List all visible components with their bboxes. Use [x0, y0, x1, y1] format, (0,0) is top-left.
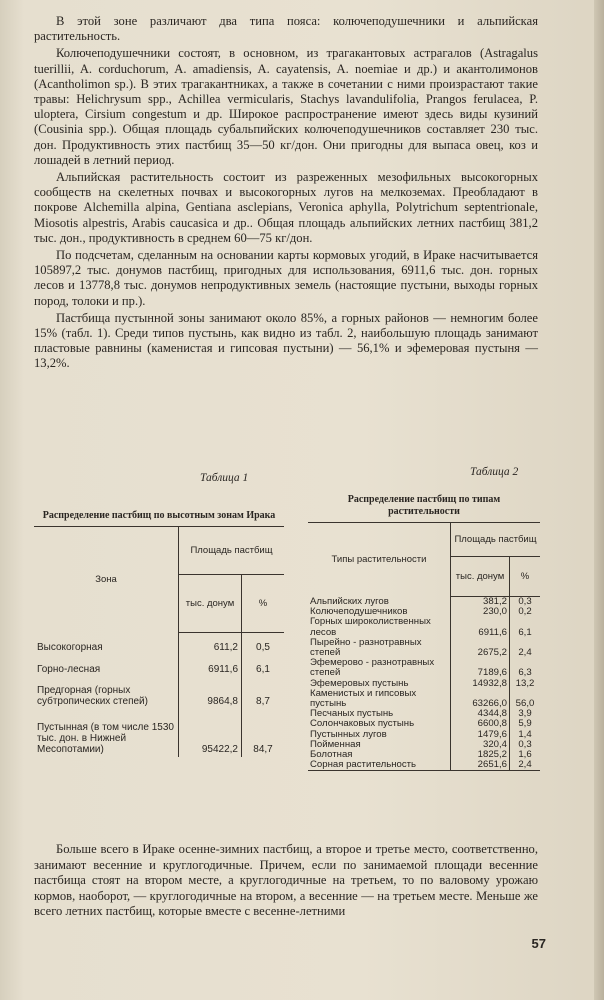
table2-pct: 3,9: [510, 709, 541, 719]
table2-grid: [308, 522, 540, 771]
paragraph-1: В этой зоне различают два типа пояса: колючеподушечники и альпийская растительность.: [34, 14, 538, 44]
table2-type: Песчаных пустынь: [310, 708, 394, 720]
table2-value: 1479,6: [451, 730, 510, 740]
table2-value: 63266,0: [451, 689, 510, 709]
table2-value: 2651,6: [451, 760, 510, 771]
table1-value: 95422,2: [179, 709, 242, 757]
table2-pct: 6,3: [510, 658, 541, 678]
table2-value: 6600,8: [451, 719, 510, 729]
table2-pct: 0,2: [510, 607, 541, 617]
table2: [308, 494, 540, 771]
closing-paragraph: [34, 842, 538, 920]
table1-value: 6911,6: [179, 655, 242, 677]
table1-value: 611,2: [179, 633, 242, 655]
table2-pct: 2,4: [510, 760, 541, 771]
table2-value: 230,0: [451, 607, 510, 617]
table-row: [308, 658, 540, 678]
table1-zone: Пустынная (в том числе 1530 тыс. дон. в Нижней Месопотамии): [37, 721, 174, 755]
table2-caption: Таблица 2: [470, 466, 519, 478]
table2-type: Пустынных лугов: [310, 728, 387, 740]
paragraph-5: Пастбища пустынной зоны занимают около 85%, а горных районов — немногим более 15% (табл. 1). Среди типов пустынь, как видно из табл. 2, наибольшую площадь занимают пластовые равнины (каменистая и гипсовая пустыни) — 56,1% и эфемеровая пустыня — 13,2%.: [34, 310, 538, 371]
table2-type: Пырейно - разнотравных степей: [310, 636, 422, 659]
table-row: [34, 709, 284, 757]
table2-col-type: Типы растительности: [308, 523, 451, 597]
table2-col-area: Площадь пастбищ: [451, 523, 541, 557]
table2-pct: 2,4: [510, 638, 541, 658]
table1-col-area: Площадь пастбищ: [179, 527, 285, 575]
paragraph-6: Больше всего в Ираке осенне-зимних пастбищ, а второе и третье место, соответственно, занимают весенние и круглогодичные. Причем, если по занимаемой площади весенние пастбища стоят на втором месте, а круглогодичные на третьем, то по валовому урожаю кормов, наоборот, — круглогодичные на втором, а весенние — на третьем месте. Меньше же всего летних пастбищ, которые вместе с весенне-летними: [34, 842, 538, 918]
table-row: [308, 617, 540, 637]
table2-value: 381,2: [451, 597, 510, 608]
table-row: [34, 655, 284, 677]
table1-zone: Предгорная (горных субтропических степей): [37, 684, 148, 707]
table1-pct: 6,1: [242, 655, 285, 677]
table2-value: 1825,2: [451, 750, 510, 760]
table1: [34, 510, 284, 757]
table-captions: [0, 466, 604, 486]
paragraph-4: По подсчетам, сделанным на основании карты кормовых угодий, в Ираке насчитывается 105897,2 тыс. донумов пастбищ, пригодных для использования, 6911,6 тыс. дон. горных лесов и 13778,8 тыс. донумов непродуктивных земель (настоящие пустыни, выходы горных пород, толоки и пр.).: [34, 248, 538, 308]
table2-pct: 5,9: [510, 719, 541, 729]
table-row: [34, 677, 284, 709]
paragraph-2: Колючеподушечники состоят, в основном, из трагакантовых астрагалов (Astragalus tuerillii, A. corduchorum, A. amadiensis, A. cayatensis, A. noemiae и др.) и акантолимонов (Acantholimon sp.). В этих трагакантниках, а также в сочетании с ними произрастают такие травы: Helichrysum spp., Achillea vermicularis, Stachys lavandulifolia, Prangos ferulacea, P. uloptera, Cirsium congestum и др. Широкое распространение имеют здесь виды кузиний (Cousinia spp.). Общая площадь субальпийских колючеподушечников составляет 230 тыс. дон. Продуктивность этих пастбищ 35—50 кг/дон. Они пригодны для выпаса овец, коз и лошадей в летний период.: [34, 46, 538, 167]
table2-type: Пойменная: [310, 738, 361, 750]
table2-pct: 6,1: [510, 617, 541, 637]
table2-type: Эфемерово - разнотравных степей: [310, 657, 435, 679]
table2-value: 2675,2: [451, 638, 510, 658]
table2-value: 6911,6: [451, 617, 510, 637]
table1-title: Распределение пастбищ по высотным зонам Ирака: [42, 510, 276, 521]
table2-pct: 0,3: [510, 597, 541, 608]
table1-caption: Таблица 1: [200, 472, 249, 484]
table1-value: 9864,8: [179, 677, 242, 709]
table2-type: Горных широколиственных лесов: [310, 616, 431, 638]
table2-pct: 56,0: [510, 689, 541, 709]
table1-pct: 0,5: [242, 633, 285, 655]
paragraph-3: Альпийская растительность состоит из разреженных мезофильных высокогорных сообществ на скелетных почвах и высокогорных лугов на мелкоземах. Преобладают в покрове Alchemilla alpina, Gentiana asclepians, Veronica aphylla, Polytrichum septentrionale, Miosotis alpestris, Arabis caucasica и др.. Общая площадь альпийских летних пастбищ 381,2 тыс. дон., продуктивность в среднем 60—75 кг/дон.: [34, 170, 538, 245]
table2-value: 7189,6: [451, 658, 510, 678]
table-row: [308, 689, 540, 709]
table-row: [308, 760, 540, 771]
page-number: 57: [531, 936, 546, 951]
page-edge: [594, 0, 604, 1000]
table1-zone: Высокогорная: [37, 641, 103, 653]
table2-value: 14932,8: [451, 679, 510, 689]
table2-value: 320,4: [451, 740, 510, 750]
table2-body: [308, 597, 540, 771]
body-text: [34, 14, 538, 374]
table2-pct: 0,3: [510, 740, 541, 750]
table-row: [34, 633, 284, 655]
table2-value: 4344,8: [451, 709, 510, 719]
table2-pct: 1,4: [510, 730, 541, 740]
table1-pct: 8,7: [242, 677, 285, 709]
table1-col-zone: Зона: [34, 527, 179, 633]
table2-col-pct: %: [510, 557, 541, 597]
table2-type: Альпийских лугов: [310, 596, 389, 607]
table1-pct: 84,7: [242, 709, 285, 757]
table1-grid: [34, 526, 284, 757]
table1-col-pct: %: [242, 575, 285, 633]
table2-type: Болотная: [310, 749, 353, 761]
table2-pct: 1,6: [510, 750, 541, 760]
table2-type: Колючеподушечников: [310, 606, 408, 618]
table2-pct: 13,2: [510, 679, 541, 689]
table2-type: Эфемеровых пустынь: [310, 677, 409, 689]
table2-type: Солончаковых пустынь: [310, 718, 415, 730]
table1-col-thousand: тыс. донум: [179, 575, 242, 633]
table2-title: Распределение пастбищ по типам растительности: [347, 494, 501, 517]
table2-col-thousand: тыс. донум: [451, 557, 510, 597]
table2-type: Сорная растительность: [308, 760, 451, 771]
table-row: [308, 638, 540, 658]
table1-zone: Горно-лесная: [37, 663, 101, 675]
table2-type: Каменистых и гипсовых пустынь: [310, 687, 417, 710]
